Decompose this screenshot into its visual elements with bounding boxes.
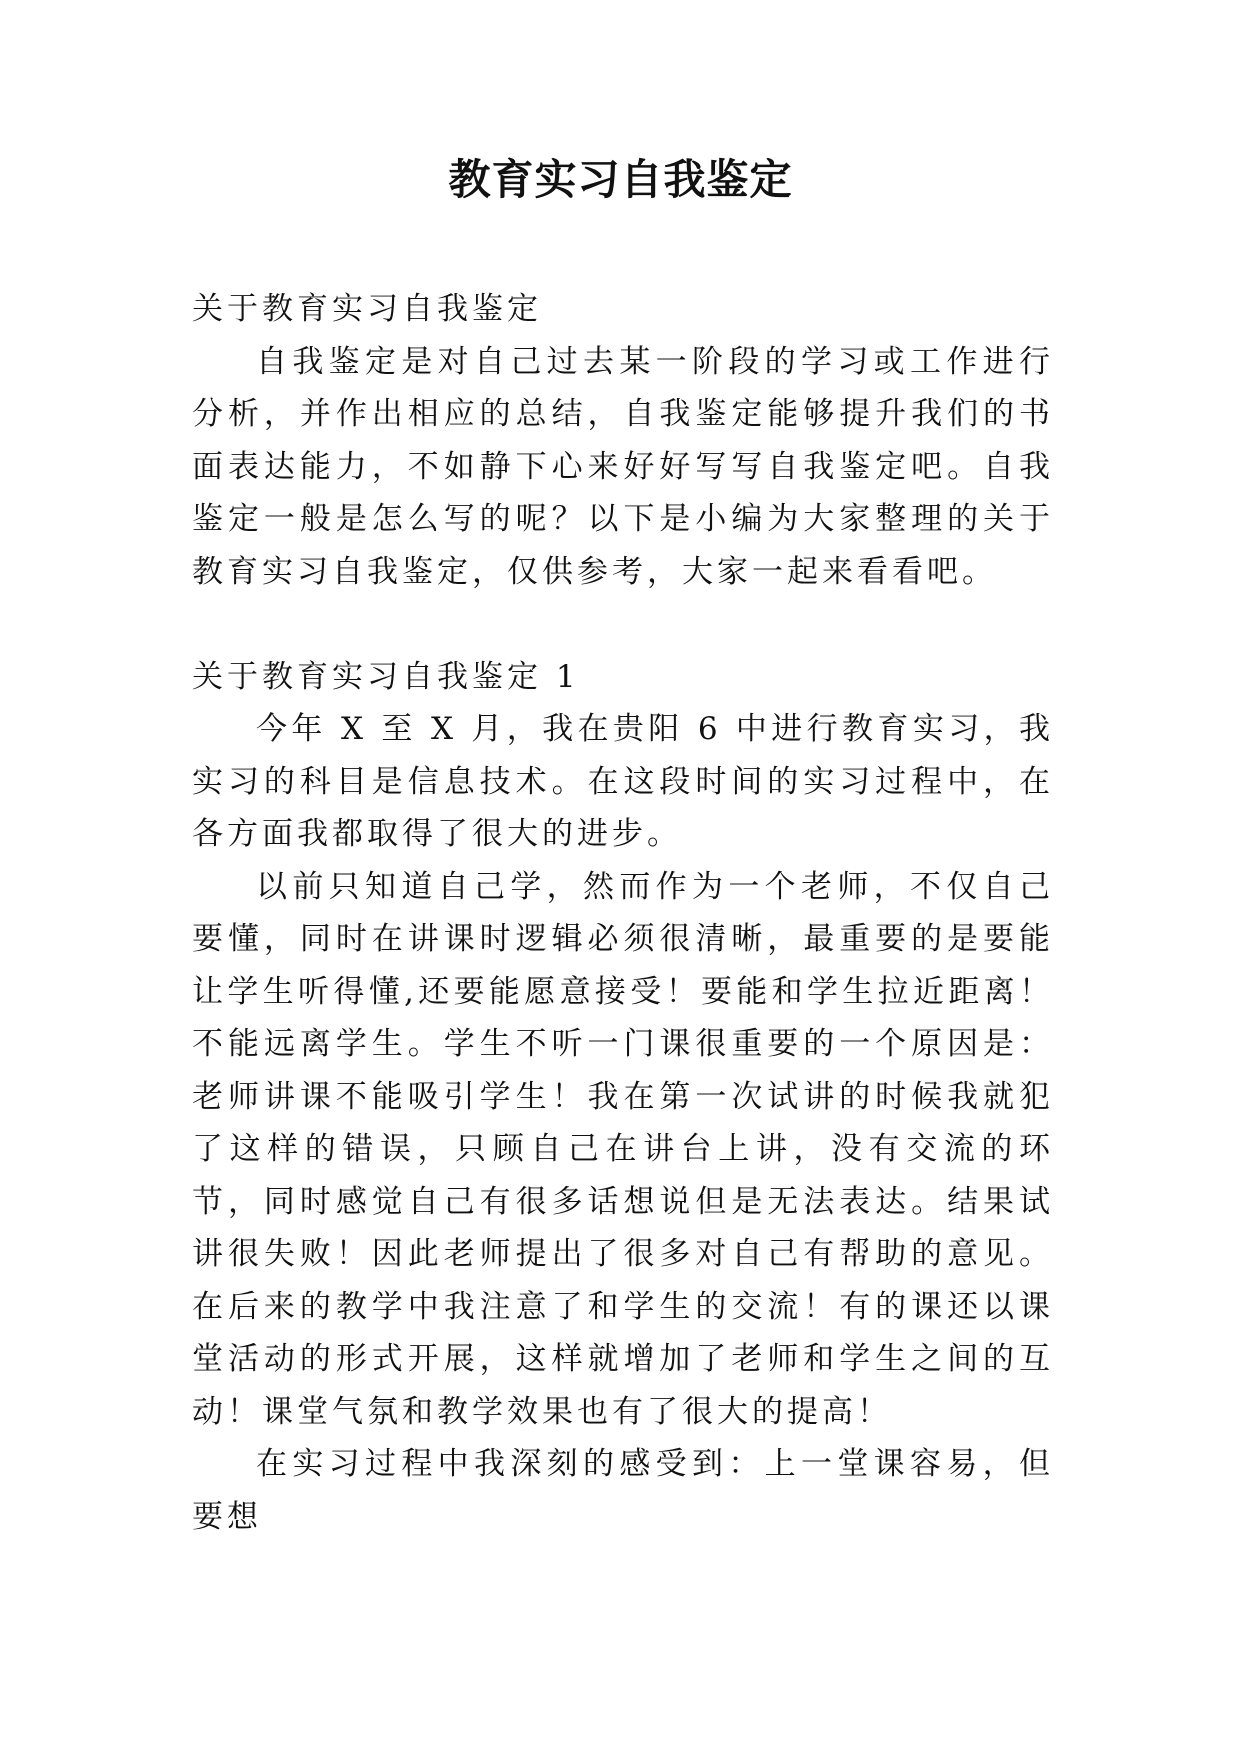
document-body bbox=[192, 283, 1054, 1543]
body-paragraph: 今年 X 至 X 月，我在贵阳 6 中进行教育实习，我实习的科目是信息技术。在这段时间的实习过程中，在各方面我都取得了很大的进步。 bbox=[192, 711, 1054, 852]
intro-paragraph: 自我鉴定是对自己过去某一阶段的学习或工作进行分析，并作出相应的总结，自我鉴定能够提升我们的书面表达能力，不如静下心来好好写写自我鉴定吧。自我鉴定一般是怎么写的呢？以下是小编为大家整理的关于教育实习自我鉴定，仅供参考，大家一起来看看吧。 bbox=[192, 343, 1054, 590]
body-paragraph: 在实习过程中我深刻的感受到：上一堂课容易，但要想 bbox=[192, 1446, 1054, 1535]
document-title: 教育实习自我鉴定 bbox=[448, 155, 793, 204]
intro-heading: 关于教育实习自我鉴定 bbox=[192, 291, 542, 327]
section-spacer bbox=[192, 598, 1054, 651]
section-heading: 关于教育实习自我鉴定 1 bbox=[192, 658, 580, 695]
body-paragraph: 以前只知道自己学，然而作为一个老师，不仅自己要懂，同时在讲课时逻辑必须很清晰，最重要的是要能让学生听得懂,还要能愿意接受！要能和学生拉近距离！不能远离学生。学生不听一门课很重要的一个原因是：老师讲课不能吸引学生！我在第一次试讲的时候我就犯了这样的错误，只顾自己在讲台上讲，没有交流的环节，同时感觉自己有很多话想说但是无法表达。结果试讲很失败！因此老师提出了很多对自己有帮助的意见。在后来的教学中我注意了和学生的交流！有的课还以课堂活动的形式开展，这样就增加了老师和学生之间的互动！课堂气氛和教学效果也有了很大的提高！ bbox=[192, 868, 1054, 1430]
